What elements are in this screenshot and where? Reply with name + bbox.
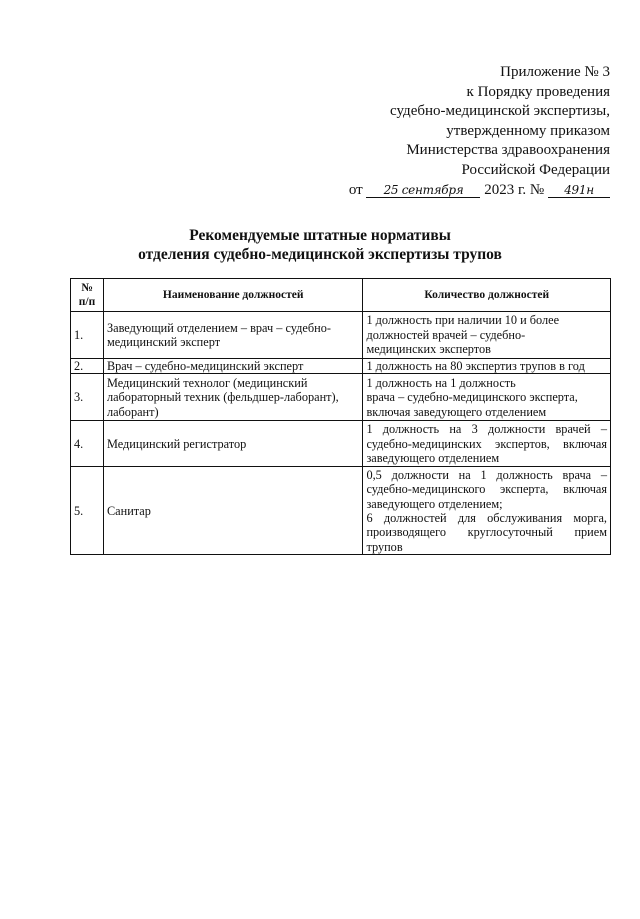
row-quantity: 1 должность на 3 должности врачей – судебно-медицинских экспертов, включая заведующего отделением [363,421,611,467]
appendix-line: судебно-медицинской экспертизы, [390,103,610,120]
title-line-2: отделения судебно-медицинской экспертизы трупов [138,246,502,263]
row-quantity: 1 должность при наличии 10 и более должностей врачей – судебно- медицинских экспертов [363,312,611,359]
date-year: 2023 г. № [484,181,545,198]
appendix-line: к Порядку проведения [466,83,610,100]
row-position: Медицинский технолог (медицинский лабораторный техник (фельдшер-лаборант), лаборант) [103,374,362,421]
row-position: Заведующий отделением – врач – судебно- медицинский эксперт [103,312,362,359]
appendix-header [349,63,610,200]
header-num: № п/п [71,279,104,312]
row-quantity: 0,5 должности на 1 должность врача – судебно-медицинского эксперта, включая заведующего отделением; 6 должностей для обслуживания морга, производящего круглосуточный прием трупов [363,467,611,555]
handwritten-order-number: 491н [548,183,610,198]
table-row [71,359,611,374]
table-header-row [71,279,611,312]
row-position: Санитар [103,467,362,555]
row-num: 5. [71,467,104,555]
header-quantity: Количество должностей [363,279,611,312]
date-prefix: от [348,181,363,198]
appendix-line: Российской Федерации [461,161,610,178]
appendix-line: утвержденному приказом [446,122,610,139]
row-position: Врач – судебно-медицинский эксперт [103,359,362,374]
row-quantity: 1 должность на 80 экспертиз трупов в год [363,359,611,374]
appendix-line: Приложение № 3 [500,64,610,80]
row-num: 4. [71,421,104,467]
handwritten-date: 25 сентября [366,183,480,198]
header-position: Наименование должностей [103,279,362,312]
row-num: 1. [71,312,104,359]
table-row [71,467,611,555]
appendix-line: Министерства здравоохранения [406,142,610,159]
row-num: 3. [71,374,104,421]
title-line-1: Рекомендуемые штатные нормативы [189,227,451,244]
staffing-table [70,278,611,555]
table-row [71,421,611,467]
table-row [71,312,611,359]
row-quantity: 1 должность на 1 должность врача – судебно-медицинского эксперта, включая заведующего отделением [363,374,611,421]
row-position: Медицинский регистратор [103,421,362,467]
table-row [71,374,611,421]
order-date-line [349,181,610,201]
row-num: 2. [71,359,104,374]
document-title [0,226,640,264]
